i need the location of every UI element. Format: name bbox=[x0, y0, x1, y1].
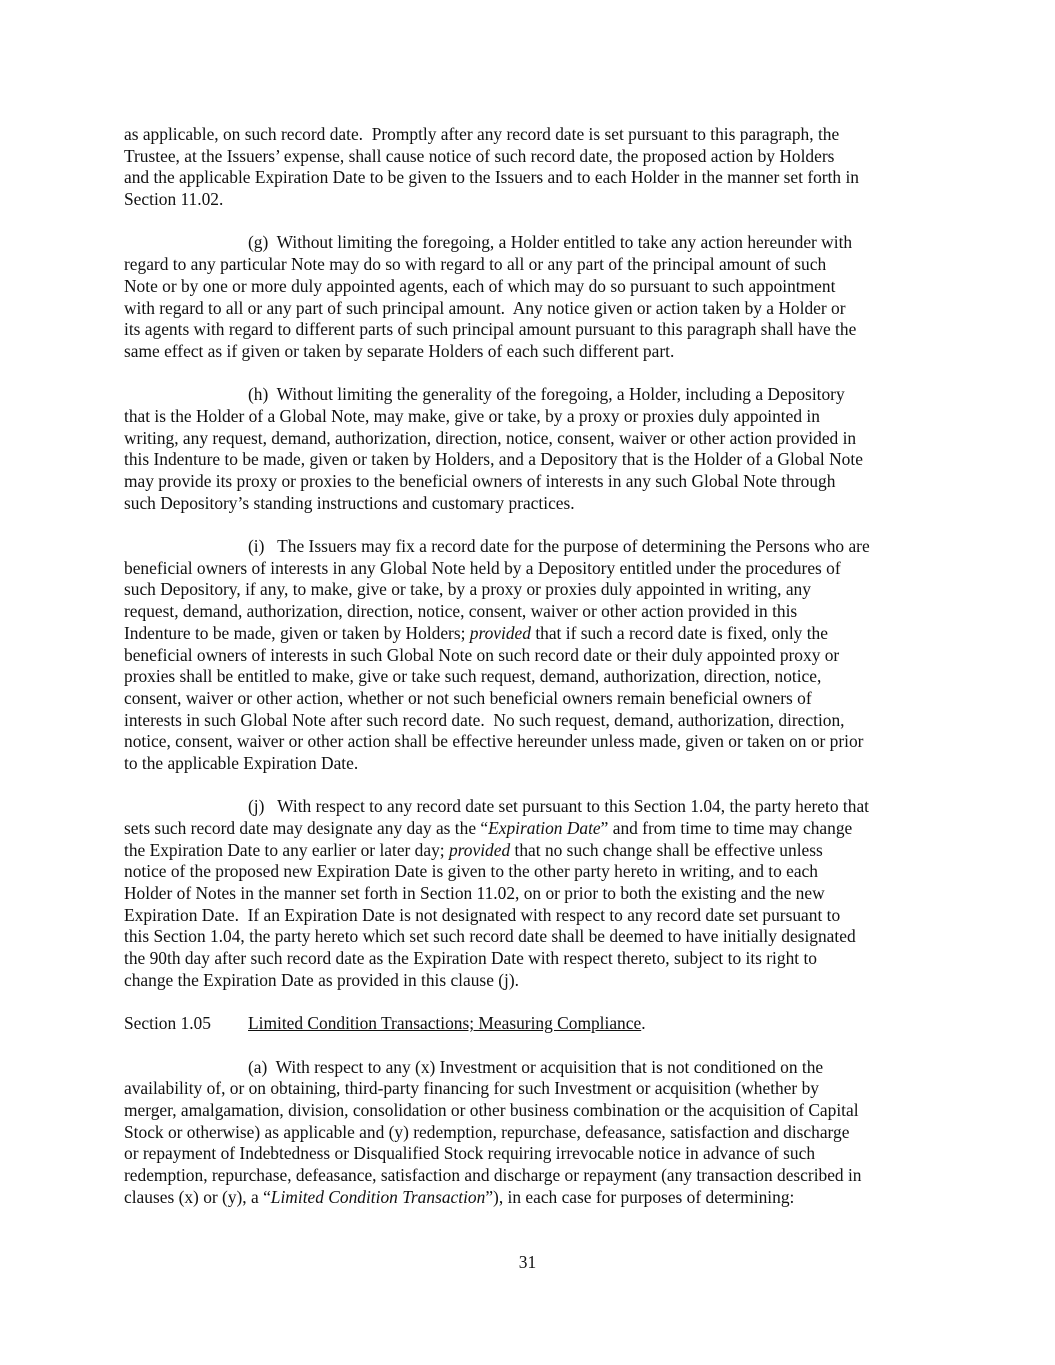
text-segment: clauses (x) or (y), a “ bbox=[124, 1186, 271, 1207]
text-line: same effect as if given or taken by separate Holders of each such different part. bbox=[124, 340, 675, 361]
text-line: with regard to all or any part of such principal amount. Any notice given or action taken by a Holder or bbox=[124, 297, 846, 318]
paragraph bbox=[124, 536, 954, 775]
text-line: (a) With respect to any (x) Investment or acquisition that is not conditioned on the bbox=[248, 1056, 824, 1077]
paragraph bbox=[124, 232, 954, 362]
text-line: and the applicable Expiration Date to be given to the Issuers and to each Holder in the manner set forth in bbox=[124, 167, 860, 188]
text-line: the 90th day after such record date as the Expiration Date with respect thereto, subject to its right to bbox=[124, 948, 817, 969]
text-line: change the Expiration Date as provided in this clause (j). bbox=[124, 969, 520, 990]
text-line: notice of the proposed new Expiration Date is given to the other party hereto in writing, and to each bbox=[124, 861, 818, 882]
text-line: writing, any request, demand, authorization, direction, notice, consent, waiver or other action provided in bbox=[124, 427, 857, 448]
text-line bbox=[124, 1187, 954, 1209]
text-line: may provide its proxy or proxies to the beneficial owners of interests in any such Global Note through bbox=[124, 471, 836, 491]
text-line bbox=[124, 840, 954, 862]
text-line: such Depository’s standing instructions and customary practices. bbox=[124, 492, 575, 513]
text-line: merger, amalgamation, division, consolidation or other business combination or the acquisition of Capital bbox=[124, 1099, 859, 1120]
text-line: availability of, or on obtaining, third-party financing for such Investment or acquisition (whether by bbox=[124, 1078, 819, 1099]
text-line: consent, waiver or other action, whether or not such beneficial owners remain beneficial owners of bbox=[124, 687, 812, 708]
italic-term: provided bbox=[469, 622, 531, 643]
text-line: redemption, repurchase, defeasance, satisfaction and discharge or repayment (any transaction described in bbox=[124, 1165, 862, 1185]
text-line: (i) The Issuers may fix a record date for the purpose of determining the Persons who are bbox=[248, 536, 870, 557]
text-segment: that no such change shall be effective unless bbox=[510, 839, 823, 860]
paragraph bbox=[124, 796, 954, 991]
text-line: interests in such Global Note after such record date. No such request, demand, authorization, direction, bbox=[124, 709, 845, 730]
text-line: beneficial owners of interests in any Global Note held by a Depository entitled under the procedures of bbox=[124, 557, 841, 578]
text-line: this Indenture to be made, given or taken by Holders, and a Depository that is the Holder of a Global Note bbox=[124, 449, 863, 470]
text-line: such Depository, if any, to make, give or take, by a proxy or proxies duly appointed in writing, any bbox=[124, 579, 811, 600]
text-segment: ”), in each case for purposes of determining: bbox=[485, 1186, 795, 1207]
text-segment: that if such a record date is fixed, only the bbox=[530, 622, 828, 643]
paragraph bbox=[124, 384, 954, 514]
document-page bbox=[124, 124, 954, 1208]
blank-line bbox=[124, 992, 954, 1014]
paragraph bbox=[124, 124, 954, 211]
text-line: this Section 1.04, the party hereto which set such record date shall be deemed to have initially designated bbox=[124, 926, 856, 947]
text-line: to the applicable Expiration Date. bbox=[124, 752, 359, 773]
italic-term: Limited Condition Transaction bbox=[270, 1186, 486, 1207]
text-line: as applicable, on such record date. Promptly after any record date is set pursuant to this paragraph, the bbox=[124, 124, 840, 144]
text-line bbox=[124, 818, 954, 840]
blank-line bbox=[124, 1035, 954, 1057]
text-line: Expiration Date. If an Expiration Date is not designated with respect to any record date set pursuant to bbox=[124, 904, 841, 925]
text-line: (j) With respect to any record date set pursuant to this Section 1.04, the party hereto that bbox=[248, 796, 870, 817]
text-line: request, demand, authorization, direction, notice, consent, waiver or other action provided in this bbox=[124, 601, 798, 622]
text-segment: the Expiration Date to any earlier or later day; bbox=[124, 839, 449, 860]
text-line: (g) Without limiting the foregoing, a Holder entitled to take any action hereunder with bbox=[248, 232, 853, 253]
text-segment: sets such record date may designate any day as the “ bbox=[124, 818, 489, 838]
text-line: Section 11.02. bbox=[124, 189, 224, 210]
text-line: its agents with regard to different parts of such principal amount pursuant to this paragraph shall have the bbox=[124, 319, 857, 340]
blank-line bbox=[124, 363, 954, 385]
text-line: proxies shall be entitled to make, give or take such request, demand, authorization, direction, notice, bbox=[124, 666, 822, 687]
blank-line bbox=[124, 211, 954, 233]
text-segment: ” and from time to time may change bbox=[600, 818, 853, 838]
text-line: Note or by one or more duly appointed agents, each of which may do so pursuant to such appointment bbox=[124, 275, 836, 296]
section-heading bbox=[124, 1013, 954, 1035]
blank-line bbox=[124, 775, 954, 797]
paragraph bbox=[124, 1057, 954, 1209]
italic-term: Expiration Date bbox=[488, 818, 601, 838]
blank-line bbox=[124, 514, 954, 536]
text-line: that is the Holder of a Global Note, may make, give or take, by a proxy or proxies duly appointed in bbox=[124, 405, 820, 426]
italic-term: provided bbox=[448, 839, 511, 860]
text-line: or repayment of Indebtedness or Disqualified Stock requiring irrevocable notice in advance of such bbox=[124, 1143, 816, 1164]
text-line: notice, consent, waiver or other action shall be effective hereunder unless made, given or taken on or prior bbox=[124, 731, 864, 752]
page-number: 31 bbox=[518, 1252, 537, 1272]
text-line: (h) Without limiting the generality of the foregoing, a Holder, including a Depository bbox=[248, 384, 845, 405]
text-line: Stock or otherwise) as applicable and (y) redemption, repurchase, defeasance, satisfaction and discharge bbox=[124, 1121, 850, 1142]
section-title: Limited Condition Transactions; Measuring Compliance bbox=[248, 1013, 642, 1034]
text-line: Holder of Notes in the manner set forth in Section 11.02, on or prior to both the existing and the new bbox=[124, 883, 825, 904]
text-segment: Indenture to be made, given or taken by Holders; bbox=[124, 622, 470, 643]
text-line: regard to any particular Note may do so with regard to all or any part of the principal amount of such bbox=[124, 254, 827, 275]
text-line: beneficial owners of interests in such Global Note on such record date or their duly appointed proxy or bbox=[124, 644, 840, 665]
text-line bbox=[124, 623, 954, 645]
text-line: Trustee, at the Issuers’ expense, shall cause notice of such record date, the proposed action by Holders bbox=[124, 145, 835, 166]
section-title-period: . bbox=[641, 1013, 646, 1034]
section-number: Section 1.05 bbox=[124, 1013, 211, 1034]
